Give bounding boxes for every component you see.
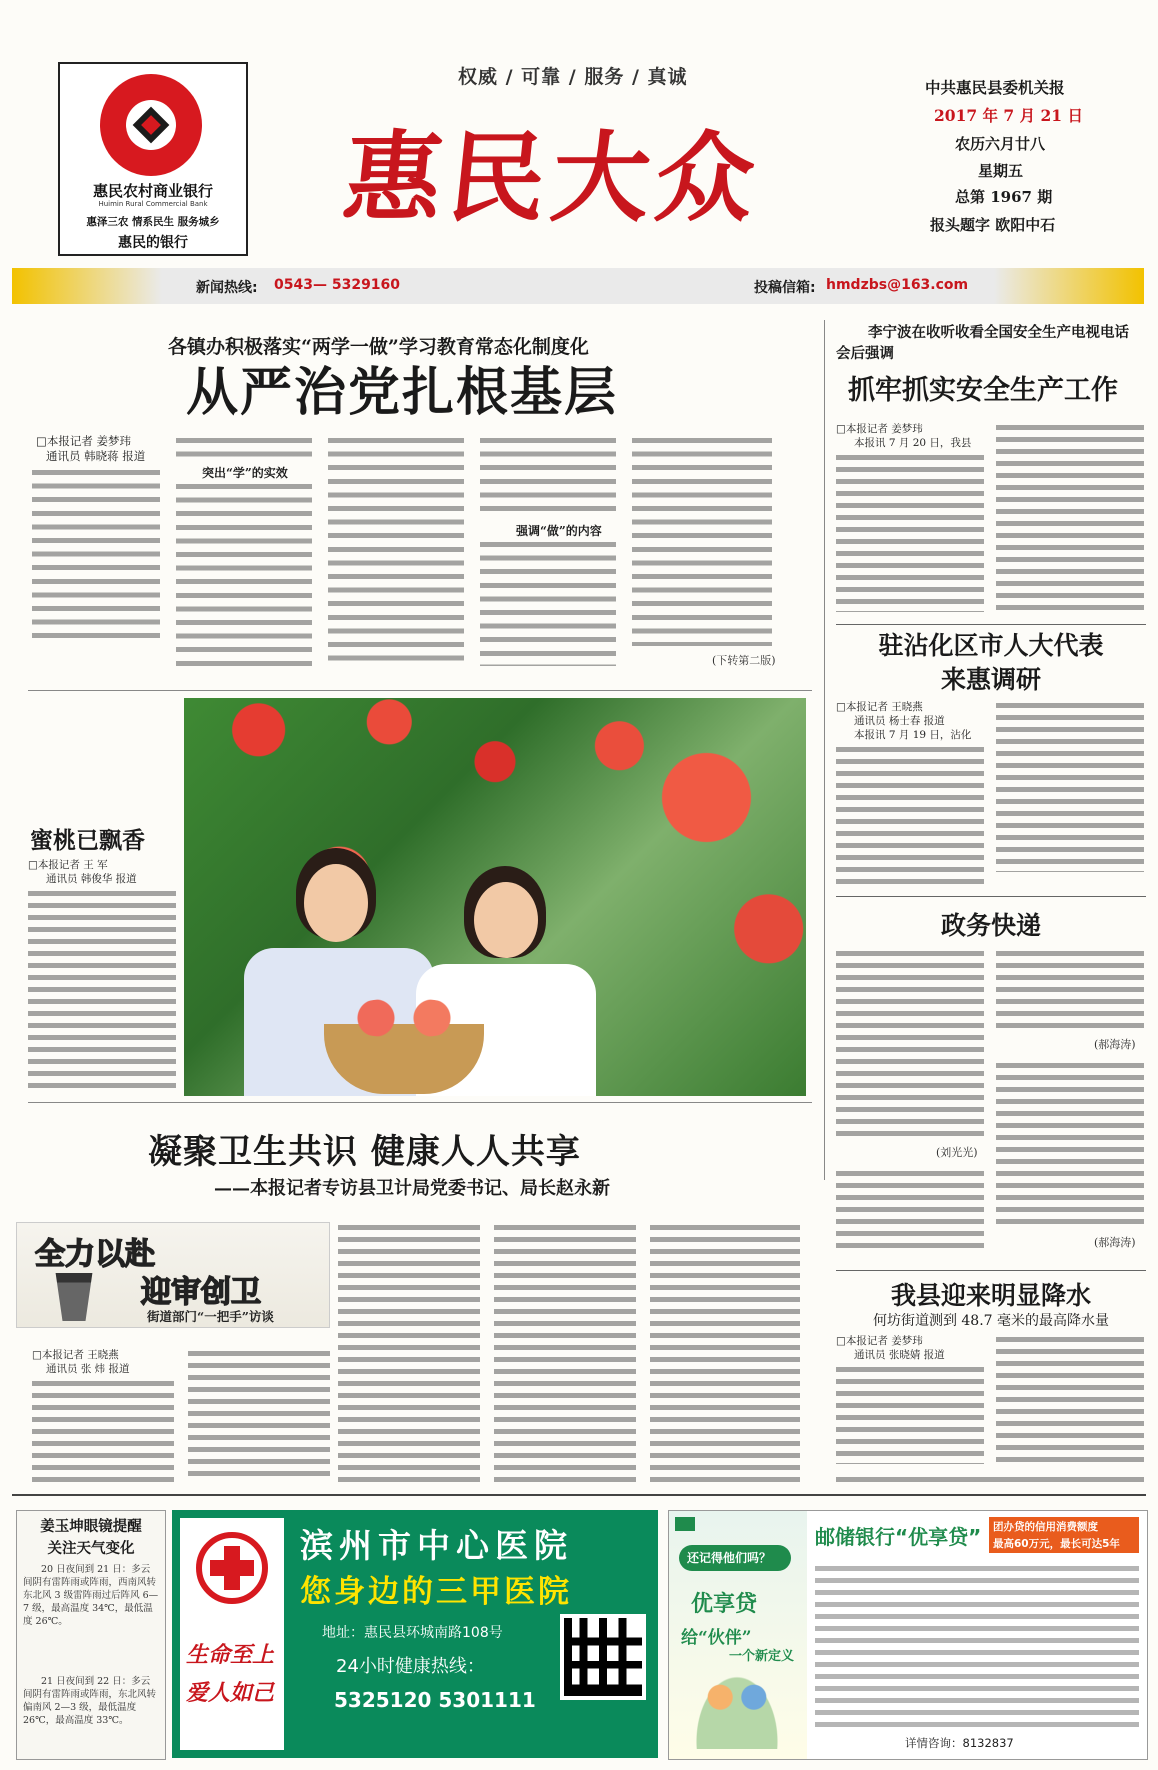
postal-product: 优享贷 xyxy=(691,1591,758,1617)
health-body xyxy=(16,1222,816,1486)
rain-byline-2: 通讯员 张晓婧 报道 xyxy=(854,1349,945,1361)
health-byline-2: 通讯员 张 炜 报道 xyxy=(46,1363,130,1375)
bank-logo-icon xyxy=(100,74,202,176)
org-name: 中共惠民县委机关报 xyxy=(925,78,1065,97)
weather-headline-2: 关注天气变化 xyxy=(47,1540,135,1557)
health-subhead: ——本报记者专访县卫计局党委书记、局长赵永新 xyxy=(214,1178,610,1199)
rain-byline-1: □本报记者 姜梦玮 xyxy=(836,1335,923,1347)
lead-kicker: 各镇办积极落实“两学一做”学习教育常态化制度化 xyxy=(168,336,589,358)
weather-line-1: 20 日夜间到 21 日：多云间阴有雷阵雨或阵雨，西南风转东北风 3 级雷阵雨过后阵风 6—7 级，最高温度 34℃，最低温度 26℃。 xyxy=(23,1564,159,1627)
npc-body xyxy=(836,700,1146,886)
health-banner-line-1: 全力以赴 xyxy=(35,1237,155,1272)
lead-body xyxy=(32,434,812,674)
lead-subhead-1: 突出“学”的实效 xyxy=(202,466,288,480)
hospital-address: 地址：惠民县环城南路108号 xyxy=(322,1625,503,1641)
hospital-hotline-label: 24小时健康热线： xyxy=(336,1656,485,1677)
health-byline-1: □本报记者 王晓燕 xyxy=(32,1349,119,1361)
peach-byline-2: 通讯员 韩俊华 报道 xyxy=(46,873,137,885)
health-banner-line-3: 街道部门“一把手”访谈 xyxy=(147,1309,274,1324)
hotline-bar xyxy=(12,268,1144,304)
postal-slogan-1: 给“伙伴” xyxy=(681,1628,752,1648)
postal-brand: 邮储银行“优享贷” xyxy=(815,1525,982,1549)
bank-tagline: 惠民的银行 xyxy=(118,235,188,251)
lead-subhead-2: 强调“做”的内容 xyxy=(516,524,602,538)
postal-bubble: 还记得他们吗？ xyxy=(687,1551,772,1565)
lead-byline-1: □本报记者 姜梦玮 xyxy=(36,434,132,448)
rain-headline: 我县迎来明显降水 xyxy=(890,1281,1091,1310)
illustration-people-icon xyxy=(695,1675,779,1749)
email-label: 投稿信箱: xyxy=(754,280,816,296)
weather-line-2: 21 日夜间到 22 日：多云间阴有雷阵雨或阵雨，东北风转偏南风 2—3 级，最低温度 26℃，最高温度 33℃。 xyxy=(23,1676,157,1726)
peach-harvest-photo xyxy=(184,698,806,1096)
hospital-phones: 5325120 5301111 xyxy=(334,1688,536,1712)
npc-byline-1: □本报记者 王晓燕 xyxy=(836,701,923,713)
hospital-cross-icon xyxy=(196,1532,268,1604)
hospital-qr-code[interactable] xyxy=(560,1614,646,1700)
safety-kicker: 李宁波在收听收看全国安全生产电视电话会后强调 xyxy=(836,324,1129,362)
briefs-headline: 政务快递 xyxy=(940,911,1041,940)
safety-headline: 抓牢抓实安全生产工作 xyxy=(848,375,1118,406)
health-headline: 凝聚卫生共识 健康人人共享 xyxy=(148,1132,581,1172)
email-address[interactable]: hmdzbs@163.com xyxy=(826,277,969,293)
npc-headline-1: 驻沾化区市人大代表 xyxy=(878,631,1104,660)
weekday: 星期五 xyxy=(978,162,1024,180)
peach-body xyxy=(28,858,180,1098)
weather-headline-1: 姜玉坤眼镜提醒 xyxy=(40,1518,142,1535)
rain-subhead: 何坊街道测到 48.7 毫米的最高降水量 xyxy=(872,1313,1110,1329)
postal-logo-icon xyxy=(675,1517,695,1531)
npc-byline-3: 本报讯 7 月 19 日，沾化 xyxy=(854,729,972,741)
npc-byline-2: 通讯员 杨士春 报道 xyxy=(854,715,945,727)
health-banner-line-2: 迎审创卫 xyxy=(141,1275,261,1310)
safety-byline-2: 本报讯 7 月 20 日，我县 xyxy=(854,437,972,449)
hotline-number: 0543— 5329160 xyxy=(274,277,401,293)
briefs-source-3: (郝海涛) xyxy=(1094,1236,1136,1249)
bank-name-en: Huimin Rural Commercial Bank xyxy=(98,200,208,208)
lead-headline: 从严治党扎根基层 xyxy=(186,362,619,423)
lead-continued: (下转第二版) xyxy=(712,654,776,667)
peach-headline: 蜜桃已飘香 xyxy=(30,827,145,854)
postal-ad[interactable] xyxy=(668,1510,1148,1760)
hospital-ad[interactable] xyxy=(172,1510,658,1758)
hospital-slogan: 您身边的三甲医院 xyxy=(300,1574,572,1610)
lead-byline-2: 通讯员 韩晓蒋 报道 xyxy=(46,449,146,463)
peach-byline-1: □本报记者 王 军 xyxy=(28,859,108,871)
pub-date: 2017 年 7 月 21 日 xyxy=(934,106,1083,125)
bank-logo-box xyxy=(58,62,248,256)
safety-byline-1: □本报记者 姜梦玮 xyxy=(836,423,923,435)
hospital-motto-2: 爱人如己 xyxy=(186,1680,275,1706)
hospital-motto-1: 生命至上 xyxy=(186,1642,275,1668)
briefs-source-2: (刘光光) xyxy=(936,1146,978,1159)
bank-name: 惠民农村商业银行 xyxy=(92,182,213,200)
issue-number: 总第 1967 期 xyxy=(955,188,1053,206)
postal-badge-2: 最高60万元，最长可达5年 xyxy=(993,1538,1120,1550)
briefs-source-1: (郝海涛) xyxy=(1094,1038,1136,1051)
hospital-name: 滨州市中心医院 xyxy=(300,1526,573,1565)
postal-badge-1: 团办贷的信用消费额度 xyxy=(993,1521,1098,1533)
postal-badge xyxy=(989,1517,1139,1553)
lunar-date: 农历六月廿八 xyxy=(955,135,1046,153)
bank-slogan: 惠泽三农 情系民生 服务城乡 xyxy=(86,216,220,228)
calligrapher-credit: 报头题字 欧阳中石 xyxy=(930,216,1056,234)
paper-title: 惠民大众 xyxy=(338,121,767,236)
briefs-body xyxy=(836,948,1146,1264)
postal-slogan-2: 一个新定义 xyxy=(729,1649,795,1664)
hotline-label: 新闻热线: xyxy=(196,280,258,296)
weather-box xyxy=(16,1510,166,1760)
safety-body xyxy=(836,422,1146,622)
motto: 权威 / 可靠 / 服务 / 真诚 xyxy=(458,66,688,88)
npc-headline-2: 来惠调研 xyxy=(940,665,1041,694)
postal-consult: 详情咨询：8132837 xyxy=(905,1736,1014,1750)
rain-body xyxy=(836,1334,1146,1484)
